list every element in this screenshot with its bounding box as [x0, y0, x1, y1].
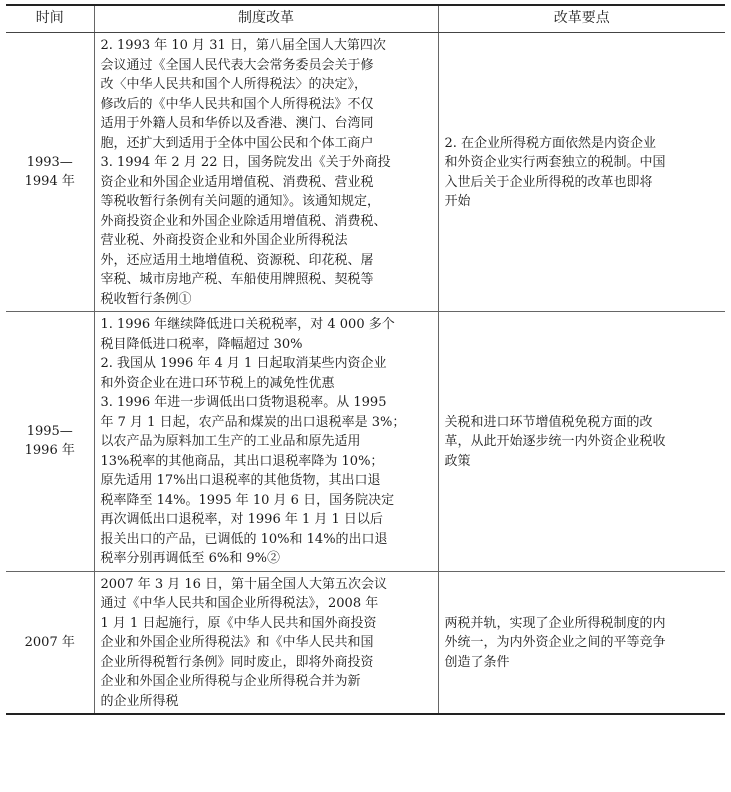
reform-line: 1 月 1 日起施行，原《中华人民共和国外商投资 [100, 615, 377, 631]
reform-cell [94, 571, 438, 714]
points-line: 关税和进口环节增值税免税方面的改 [444, 414, 653, 430]
reform-line: 2007 年 3 月 16 日，第十届全国人大第五次会议 [100, 576, 388, 592]
table-row [6, 33, 725, 312]
reform-line: 税目降低进口税率，降幅超过 30% [100, 336, 303, 352]
header-period: 时间 [6, 5, 94, 33]
reform-line: 再次调低出口退税率，对 1996 年 1 月 1 日以后 [100, 512, 383, 527]
points-cell [438, 312, 725, 572]
reform-line: 改〈中华人民共和国个人所得税法〉的决定》， [100, 77, 368, 92]
points-line: 2. 在企业所得税方面依然是内资企业 [444, 135, 657, 151]
points-line: 入世后关于企业所得税的改革也即将 [444, 174, 653, 190]
reform-line: 原先适用 17%出口退税率的其他货物，其出口退 [100, 473, 381, 488]
reform-line: 2. 我国从 1996 年 4 月 1 日起取消某些内资企业 [100, 356, 387, 371]
points-line: 创造了条件 [444, 654, 510, 670]
reform-line: 和外资企业在进口环节税上的减免性优惠 [100, 375, 335, 391]
reform-line: 外，还应适用土地增值税、资源税、印花税、屠 [100, 252, 374, 268]
reform-line: 的企业所得税 [100, 693, 179, 709]
points-cell [438, 33, 725, 312]
tax-reform-table [6, 4, 725, 715]
table-row [6, 312, 725, 572]
period-line: 2007 年 [24, 634, 75, 650]
points-line: 革，从此开始逐步统一内外资企业税收 [444, 434, 666, 449]
points-line: 外统一，为内外资企业之间的平等竞争 [444, 635, 666, 650]
header-reform: 制度改革 [94, 5, 438, 33]
reform-line: 3. 1994 年 2 月 22 日，国务院发出《关于外商投 [100, 155, 391, 170]
reform-line: 企业所得税暂行条例》同时废止，即将外商投资 [100, 654, 374, 670]
reform-line: 企业和外国企业所得税法》和《中华人民共和国 [100, 635, 374, 650]
period-cell [6, 571, 94, 714]
reform-line: 胞，还扩大到适用于全体中国公民和个体工商户 [100, 135, 374, 151]
period-line: 1995— [26, 423, 73, 439]
points-cell [438, 571, 725, 714]
header-points: 改革要点 [438, 5, 725, 33]
reform-line: 营业税、外商投资企业和外国企业所得税法 [100, 233, 348, 248]
period-line: 1994 年 [24, 174, 75, 189]
reform-line: 年 7 月 1 日起，农产品和煤炭的出口退税率是 3%； [100, 414, 406, 430]
period-line: 1996 年 [24, 443, 75, 459]
reform-line: 会议通过《全国人民代表大会常务委员会关于修 [100, 57, 374, 73]
reform-line: 资企业和外国企业适用增值税、消费税、营业税 [100, 174, 374, 190]
reform-line: 宰税、城市房地产税、车船使用牌照税、契税等 [100, 272, 374, 287]
reform-line: 税率降至 14%。1995 年 10 月 6 日，国务院决定 [100, 492, 395, 508]
table-row [6, 571, 725, 714]
reform-line: 修改后的《中华人民共和国个人所得税法》不仅 [100, 96, 374, 112]
period-line: 1993— [26, 154, 73, 170]
reform-line: 13%税率的其他商品，其出口退税率降为 10%； [100, 453, 384, 469]
points-line: 两税并轨，实现了企业所得税制度的内 [444, 615, 666, 631]
reform-line: 3. 1996 年进一步调低出口货物退税率。从 1995 [100, 395, 387, 410]
reform-line: 以农产品为原料加工生产的工业品和原先适用 [100, 434, 361, 449]
reform-cell [94, 312, 438, 572]
reform-line: 适用于外籍人员和华侨以及香港、澳门、台湾同 [100, 116, 374, 131]
reform-line: 外商投资企业和外国企业除适用增值税、消费税、 [100, 213, 387, 229]
reform-line: 报关出口的产品，已调低的 10%和 14%的出口退 [100, 531, 388, 547]
reform-line: 企业和外国企业所得税与企业所得税合并为新 [100, 674, 361, 689]
period-cell [6, 33, 94, 312]
reform-cell [94, 33, 438, 312]
header-row [6, 5, 725, 33]
points-line: 开始 [444, 194, 471, 209]
points-line: 政策 [444, 453, 471, 469]
reform-line: 1. 1996 年继续降低进口关税税率，对 4 000 多个 [100, 317, 395, 332]
reform-line: 等税收暂行条例有关问题的通知》。该通知规定， [100, 194, 381, 209]
reform-line: 通过《中华人民共和国企业所得税法》，2008 年 [100, 596, 379, 611]
reform-line: 2. 1993 年 10 月 31 日，第八届全国人大第四次 [100, 38, 386, 53]
points-line: 和外资企业实行两套独立的税制。中国 [444, 155, 666, 170]
period-cell [6, 312, 94, 572]
reform-line: 税收暂行条例① [100, 291, 192, 307]
reform-line: 税率分别再调低至 6%和 9%② [100, 551, 281, 566]
